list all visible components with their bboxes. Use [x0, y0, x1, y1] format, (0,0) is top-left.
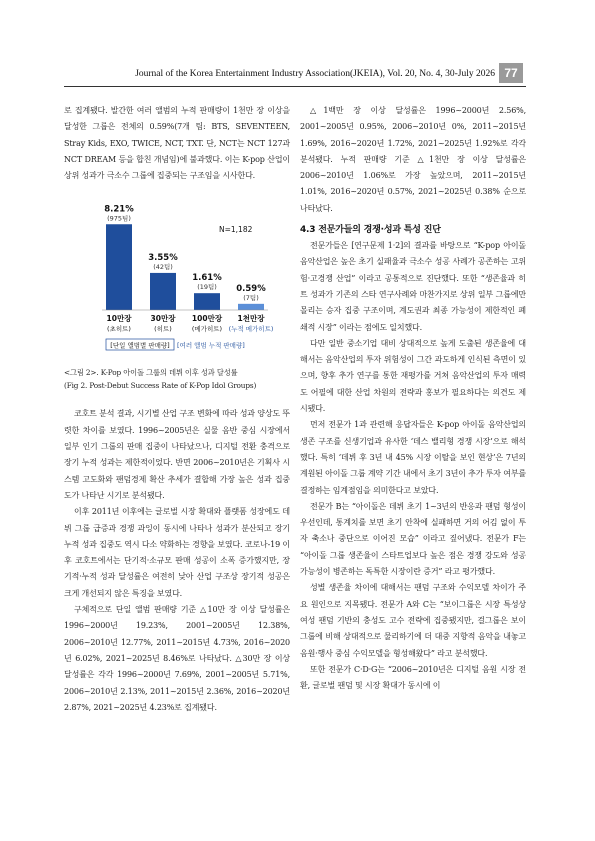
category-sublabel: (초히트) — [107, 325, 131, 334]
paragraph: 전문가 B는 “아이돌은 데뷔 초기 1~3년의 반응과 팬덤 형성이 우선인데, 통계치를 보면 초기 안착에 실패하면 거의 어김 없이 투자 축소나 중단으로 이어진 모습” 이라고 짚어냈다. 전문가 F는 “아이돌 그룹 생존율이 스타트업보다 높은 점은 경쟁 강도와 성공 가능성이 병존하는 독특한 시장이란 증거” 라고 평가했다. — [300, 501, 526, 577]
page-number: 77 — [499, 63, 523, 83]
caption-english: (Fig 2. Post-Debut Success Rate of K-Pop Idol Groups) — [64, 381, 257, 391]
bar — [194, 294, 220, 311]
category-label: 10만장 — [106, 314, 132, 324]
bar — [238, 304, 264, 310]
category-sublabel: (메가히트) — [191, 325, 223, 334]
category-label: 100만장 — [191, 314, 223, 324]
value-label: 3.55% — [148, 253, 178, 264]
value-label: 8.21% — [104, 204, 134, 215]
paragraph: 코호트 분석 결과, 시기별 산업 구조 변화에 따라 성과 양상도 뚜렷한 차이를 보였다. 1996~2005년은 실물 음반 중심 시장에서 일부 인기 그룹의 판매 집중이 나타났으나, 디지털 전환 충격으로 장기 누적 성과는 제한적이었다. 반면 2006~2010년은 기획사 시스템 고도화와 팬덤경제 확산 추세가 결합해 가장 높은 성과 집중도가 나타난 시기로 분석됐다. — [64, 409, 290, 500]
count-label: (19팀) — [197, 283, 217, 292]
section-heading: 4.3 전문가들의 경쟁·성과 특성 진단 — [300, 225, 441, 236]
count-label: (975팀) — [107, 214, 131, 223]
category-sublabel: (누적 메가히트) — [228, 325, 274, 334]
category-label: 30만장 — [150, 314, 176, 324]
count-label: (7팀) — [243, 294, 259, 303]
paragraph: 로 집계됐다. 발간한 여러 앨범의 누적 판매량이 1천만 장 이상을 달성한 그룹은 전체의 0.59%(7개 팀: BTS, SEVENTEEN, Stray Kids, EXO, TWICE, NCT, TXT. 단, NCT는 NCT 127과 NCT DREAM 등을 합친 개념임)에 불과했다. 이는 K-pop 산업이 상위 성과가 극소수 그룹에 집중되는 구조임을 시사한다. — [64, 106, 290, 181]
sample-size-annotation: N=1,182 — [219, 225, 253, 235]
category-label: 1천만장 — [237, 314, 265, 324]
category-sublabel: (히트) — [154, 325, 172, 334]
figure-caption — [64, 366, 290, 392]
bar — [150, 273, 176, 310]
paragraph: 다만 일반 중소기업 대비 상대적으로 높게 도출된 생존율에 대해서는 음악산업의 투자 위험성이 그간 과도하게 인식된 측면이 있으며, 향후 추가 연구를 통한 재평가를 거쳐 음악산업의 투자 매력도 어필에 대한 산업 차원의 전략과 홍보가 필요하다는 의견도 제시됐다. — [300, 338, 526, 414]
page-header — [0, 63, 595, 85]
paragraph: 구체적으로 단일 앨범 판매량 기준 △10만 장 이상 달성률은 1996~2000년 19.23%, 2001~2005년 12.38%, 2006~2010년 12.77%, 2011~2015년 4.73%, 2016~2020년 6.02%, 2021~2025년 8.46%로 나타났다. △30만 장 이상 달성률은 각각 1996~2000년 7.69%, 2001~2005년 5.71%, 2006~2010년 2.13%, 2011~2015년 2.36%, 2016~2020년 2.87%, 2021~2025년 4.23%로 집계됐다. — [64, 605, 290, 712]
figure-2 — [64, 192, 290, 362]
count-label: (42팀) — [153, 263, 173, 272]
left-column — [64, 103, 290, 716]
bar-chart — [64, 192, 290, 362]
value-label: 1.61% — [192, 273, 222, 284]
legend-single: [단일 앨범별 판매량] — [110, 341, 170, 350]
paragraph: 전문가들은 [연구문제 1·2]의 결과를 바탕으로 “K-pop 아이돌 음악산업은 높은 초기 실패율과 극소수 성공 사례가 공존하는 고위험·고경쟁 산업” 이라고 공통적으로 진단했다. 또한 “생존율과 히트 성과가 기존의 스타 연구사례와 마찬가지로 상위 일부 그룹에만 몰리는 승자 집중 구조이며, 계도권과 최종 가능성이 제한적인 폐쇄적 시장” 이라는 점에도 일치했다. — [300, 241, 526, 332]
header-rule — [64, 86, 526, 87]
paragraph: 성별 생존율 차이에 대해서는 팬덤 구조와 수익모델 차이가 주요 원인으로 지목됐다. 전문가 A와 C는 “보이그룹은 시장 특성상 여성 팬덤 기반의 충성도 고수 전략에 집중됐지만, 걸그룹은 보이그룹에 비해 상대적으로 물리하기에 더 대중 지향적 음악을 내놓고 음원·행사 중심 수익모델을 형성해왔다” 라고 분석했다. — [300, 583, 526, 658]
right-column — [300, 103, 526, 694]
bar — [106, 225, 132, 311]
paragraph: 또한 전문가 C·D·G는 “2006~2010년은 디지털 음원 시장 전환, 글로벌 팬덤 및 시장 확대가 동시에 이 — [300, 664, 526, 691]
legend-cumulative: [여러 앨범 누적 판매량] — [177, 341, 245, 350]
paragraph: 이후 2011년 이후에는 글로벌 시장 확대와 플랫폼 성장에도 데뷔 그룹 급증과 경쟁 과잉이 동시에 나타나 성과가 분산되고 장기 누적 성과 집중도 역시 다소 약화하는 경향을 보였다. 코로나-19 이후 코호트에서는 단기적·소규모 판매 성공이 소폭 증가했지만, 장기적·누적 성과 달성률은 여전히 낮아 산업 구조상 장기적 성공은 크게 개선되지 않은 특징을 보였다. — [64, 507, 290, 598]
paragraph: △1백만 장 이상 달성률은 1996~2000년 2.56%, 2001~2005년 0.95%, 2006~2010년 0%, 2011~2015년 1.69%, 2016~2020년 1.72%, 2021~2025년 1.92%로 각각 분석됐다. 누적 판매량 기준 △1천만 장 이상 달성률은 2006~2010년 1.06%로 가장 높았으며, 2011~2015년 1.01%, 2016~2020년 0.57%, 2021~2025년 0.38% 순으로 나타났다. — [300, 106, 526, 213]
paragraph: 먼저 전문가 1과 관련해 응답자들은 K-pop 아이돌 음악산업의 생존 구조를 신생기업과 유사한 ‘데스 밸리형 경쟁 시장’으로 해석했다. 특히 ‘데뷔 후 3년 내 45% 시장 이탈을 보인 현상’은 7년의 계원된 아이돌 그룹 계약 기간 내에서 초기 3년이 추가 투자 여부를 결정하는 임계점임을 의미한다고 보았다. — [300, 420, 526, 495]
value-label: 0.59% — [236, 284, 266, 295]
caption-korean: <그림 2>. K-Pop 아이돌 그룹의 데뷔 이후 성과 달성률 — [64, 368, 238, 378]
journal-citation: Journal of the Korea Entertainment Industry Association(JKEIA), Vol. 20, No. 4, 30-July 2026 — [135, 69, 495, 79]
